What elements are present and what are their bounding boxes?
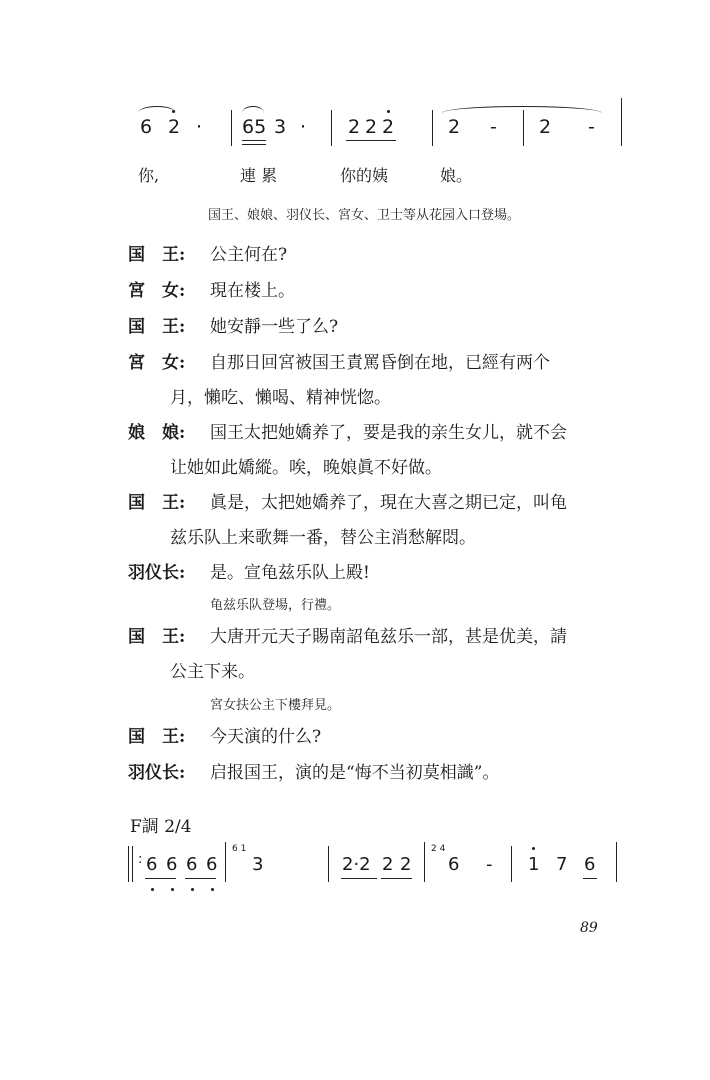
speech xyxy=(170,346,630,416)
barline xyxy=(424,842,425,882)
speech-line: 眞是，太把她嬌养了，現在大喜之期已定，叫龟 xyxy=(210,493,567,513)
speaker: 国 王: xyxy=(128,627,186,647)
barline xyxy=(231,110,232,146)
note: 2·2 xyxy=(342,854,371,875)
high-octave-dot xyxy=(172,110,175,113)
grace-notes: 2 4 xyxy=(431,844,446,854)
underline xyxy=(185,878,216,879)
underline xyxy=(242,144,266,145)
barline xyxy=(331,110,332,146)
note: 6 xyxy=(186,854,198,875)
barline xyxy=(328,846,329,882)
note: 2 xyxy=(382,854,394,875)
note: 6 xyxy=(448,854,460,875)
note: 3 xyxy=(252,854,264,875)
speaker: 国 王: xyxy=(128,317,186,337)
barline xyxy=(225,842,226,882)
speaker: 娘 娘: xyxy=(128,423,186,443)
note-dot: · xyxy=(300,116,307,138)
note: 2 xyxy=(365,116,378,138)
barline xyxy=(432,110,433,146)
speech-line: 公主下来。 xyxy=(170,662,255,682)
note: 6 xyxy=(146,854,158,875)
dash: - xyxy=(490,116,497,138)
underline xyxy=(242,140,266,141)
speech-line: 自那日回宮被国王責罵昏倒在地，已經有两个 xyxy=(210,353,550,373)
speech xyxy=(170,620,630,690)
barline xyxy=(511,846,512,882)
speaker: 羽仪长: xyxy=(128,563,186,583)
barline xyxy=(621,98,622,146)
repeat-barline xyxy=(132,846,133,882)
note: 6 xyxy=(140,116,153,138)
speech: 公主何在? xyxy=(210,245,288,265)
slur xyxy=(138,106,176,113)
tie xyxy=(442,106,602,113)
repeat-sign: : xyxy=(138,852,143,867)
note: 7 xyxy=(556,854,568,875)
slur xyxy=(242,106,264,113)
note-dot: · xyxy=(196,116,203,138)
lyric: 娘。 xyxy=(440,166,473,185)
underline xyxy=(341,878,377,879)
note: 6 xyxy=(206,854,218,875)
speech: 今天演的什么? xyxy=(210,727,322,747)
speaker: 宮 女: xyxy=(128,353,186,373)
underline xyxy=(583,878,597,879)
speaker: 羽仪长: xyxy=(128,763,186,783)
note: 2 xyxy=(448,116,461,138)
grace-notes: 6 1 xyxy=(232,844,247,854)
underline xyxy=(346,140,396,141)
repeat-barline xyxy=(128,846,129,882)
underline xyxy=(381,878,412,879)
speaker: 国 王: xyxy=(128,727,186,747)
low-octave-dot xyxy=(171,888,174,891)
note: 1 xyxy=(528,854,540,875)
low-octave-dot xyxy=(211,888,214,891)
speech: 現在楼上。 xyxy=(210,281,295,301)
dash: - xyxy=(486,854,493,875)
stage-direction: 龟兹乐队登場，行禮。 xyxy=(210,598,341,613)
lyric: 連 累 xyxy=(240,166,278,185)
speech-line: 国王太把她嬌养了，要是我的亲生女儿，就不会 xyxy=(210,423,567,443)
low-octave-dot xyxy=(151,888,154,891)
note: 2 xyxy=(539,116,552,138)
note-group: 65 xyxy=(242,116,267,138)
note: 2 xyxy=(168,116,181,138)
speech: 启报国王，演的是“悔不当初莫相識”。 xyxy=(210,763,500,783)
note: 6 xyxy=(584,854,596,875)
speech-line: 让她如此嬌縱。唉，晚娘眞不好做。 xyxy=(170,458,442,478)
lyric: 你的姨 xyxy=(340,166,389,185)
speech xyxy=(170,416,630,486)
note: 6 xyxy=(166,854,178,875)
lyric: 你, xyxy=(138,166,160,185)
low-octave-dot xyxy=(191,888,194,891)
speech-line: 兹乐队上来歌舞一番，替公主消愁解悶。 xyxy=(170,528,476,548)
note: 2 xyxy=(348,116,361,138)
speech-line: 月，懶吃、懶喝、精神恍惚。 xyxy=(170,388,391,408)
speaker: 国 王: xyxy=(128,245,186,265)
page-number: 89 xyxy=(580,920,598,936)
stage-direction: 宮女扶公主下樓拜見。 xyxy=(210,698,341,713)
barline xyxy=(616,842,617,882)
dash: - xyxy=(588,116,595,138)
note: 3 xyxy=(274,116,287,138)
key-signature: F調 2/4 xyxy=(130,817,192,837)
underline xyxy=(145,878,176,879)
speaker: 宮 女: xyxy=(128,281,186,301)
note: 2 xyxy=(382,116,395,138)
speech xyxy=(170,486,630,556)
speech-line: 大唐开元天子賜南詔龟兹乐一部，甚是优美，請 xyxy=(210,627,567,647)
stage-direction: 国王、娘娘、羽仪长、宮女、卫士等从花园入口登場。 xyxy=(208,208,521,223)
speaker: 国 王: xyxy=(128,493,186,513)
high-octave-dot xyxy=(387,110,390,113)
note: 2 xyxy=(400,854,412,875)
speech: 是。宣龟兹乐队上殿! xyxy=(210,563,370,583)
score-line-2 xyxy=(128,844,628,908)
barline xyxy=(523,110,524,146)
high-octave-dot xyxy=(532,847,535,850)
speech: 她安靜一些了么? xyxy=(210,317,339,337)
